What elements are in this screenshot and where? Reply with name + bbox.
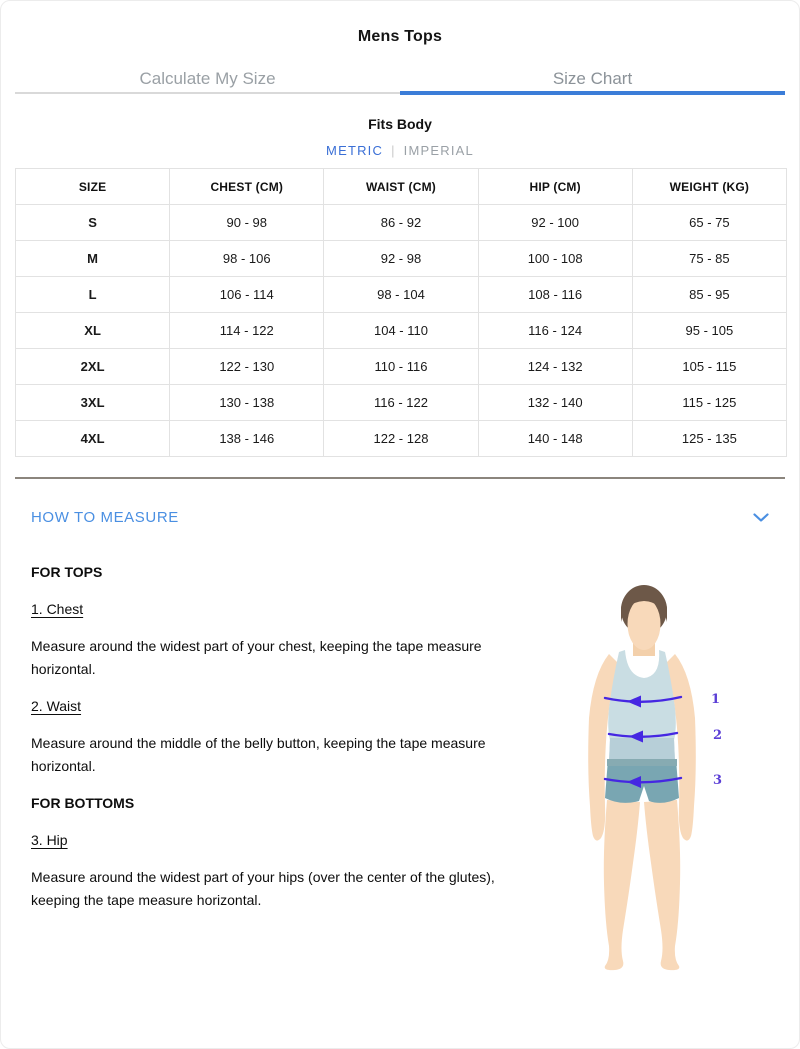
table-row	[16, 241, 787, 277]
chest-cell: 122 - 130	[170, 349, 324, 385]
weight-cell: 105 - 115	[632, 349, 786, 385]
waist-cell: 86 - 92	[324, 205, 478, 241]
hip-cell: 116 - 124	[478, 313, 632, 349]
chest-step-text: Measure around the widest part of your chest, keeping the tape measure horizontal.	[31, 638, 482, 678]
tab-size-chart[interactable]: Size Chart	[400, 69, 785, 89]
chest-marker-number: 1	[711, 692, 721, 707]
col-header-weight: WEIGHT (KG)	[632, 169, 786, 205]
table-row	[16, 421, 787, 457]
size-chart-table	[15, 168, 787, 457]
hip-cell: 100 - 108	[478, 241, 632, 277]
waist-cell: 110 - 116	[324, 349, 478, 385]
col-header-size: SIZE	[16, 169, 170, 205]
for-tops-heading: FOR TOPS	[31, 564, 103, 581]
body-measurement-figure	[563, 578, 783, 988]
chest-cell: 98 - 106	[170, 241, 324, 277]
chest-cell: 114 - 122	[170, 313, 324, 349]
chest-cell: 130 - 138	[170, 385, 324, 421]
how-to-measure-title: HOW TO MEASURE	[31, 509, 179, 527]
hip-cell: 132 - 140	[478, 385, 632, 421]
tab-calculate-my-size[interactable]: Calculate My Size	[15, 69, 400, 89]
unit-separator: |	[391, 143, 396, 159]
male-figure-illustration	[563, 578, 783, 988]
waist-cell: 104 - 110	[324, 313, 478, 349]
size-cell: M	[16, 241, 170, 277]
hip-cell: 92 - 100	[478, 205, 632, 241]
size-cell: L	[16, 277, 170, 313]
page-title: Mens Tops	[357, 28, 443, 45]
size-cell: S	[16, 205, 170, 241]
waist-cell: 98 - 104	[324, 277, 478, 313]
size-cell: XL	[16, 313, 170, 349]
size-cell: 2XL	[16, 349, 170, 385]
weight-cell: 95 - 105	[632, 313, 786, 349]
size-cell: 3XL	[16, 385, 170, 421]
weight-cell: 65 - 75	[632, 205, 786, 241]
hip-step-label: 3. Hip	[31, 832, 68, 849]
weight-cell: 125 - 135	[632, 421, 786, 457]
waist-cell: 92 - 98	[324, 241, 478, 277]
waist-step-text: Measure around the middle of the belly button, keeping the tape measure horizontal.	[31, 735, 486, 775]
weight-cell: 75 - 85	[632, 241, 786, 277]
table-row	[16, 205, 787, 241]
hip-cell: 140 - 148	[478, 421, 632, 457]
waist-cell: 122 - 128	[324, 421, 478, 457]
table-row	[16, 277, 787, 313]
table-row	[16, 385, 787, 421]
for-bottoms-heading: FOR BOTTOMS	[31, 795, 135, 812]
hip-cell: 124 - 132	[478, 349, 632, 385]
measure-instructions	[31, 561, 519, 912]
chest-cell: 90 - 98	[170, 205, 324, 241]
fits-body-label: Fits Body	[368, 116, 432, 132]
weight-cell: 85 - 95	[632, 277, 786, 313]
col-header-chest: CHEST (CM)	[170, 169, 324, 205]
tab-bar	[15, 69, 785, 95]
chevron-down-icon[interactable]	[753, 513, 769, 523]
col-header-waist: WAIST (CM)	[324, 169, 478, 205]
table-header-row	[16, 169, 787, 205]
waist-marker-number: 2	[713, 728, 723, 743]
chest-cell: 106 - 114	[170, 277, 324, 313]
col-header-hip: HIP (CM)	[478, 169, 632, 205]
size-cell: 4XL	[16, 421, 170, 457]
waist-cell: 116 - 122	[324, 385, 478, 421]
unit-toggle	[1, 142, 799, 158]
table-row	[16, 313, 787, 349]
chest-step-label: 1. Chest	[31, 601, 84, 618]
tab-active-indicator	[400, 91, 785, 95]
unit-metric-option[interactable]: METRIC	[326, 143, 384, 159]
hip-marker-number: 3	[713, 773, 723, 788]
unit-imperial-option[interactable]: IMPERIAL	[403, 143, 474, 159]
how-to-measure-toggle[interactable]	[31, 479, 769, 526]
hip-cell: 108 - 116	[478, 277, 632, 313]
weight-cell: 115 - 125	[632, 385, 786, 421]
waist-step-label: 2. Waist	[31, 698, 82, 715]
chest-cell: 138 - 146	[170, 421, 324, 457]
hip-step-text: Measure around the widest part of your hips (over the center of the glutes), keeping the tape measure horizontal.	[31, 869, 495, 909]
table-row	[16, 349, 787, 385]
